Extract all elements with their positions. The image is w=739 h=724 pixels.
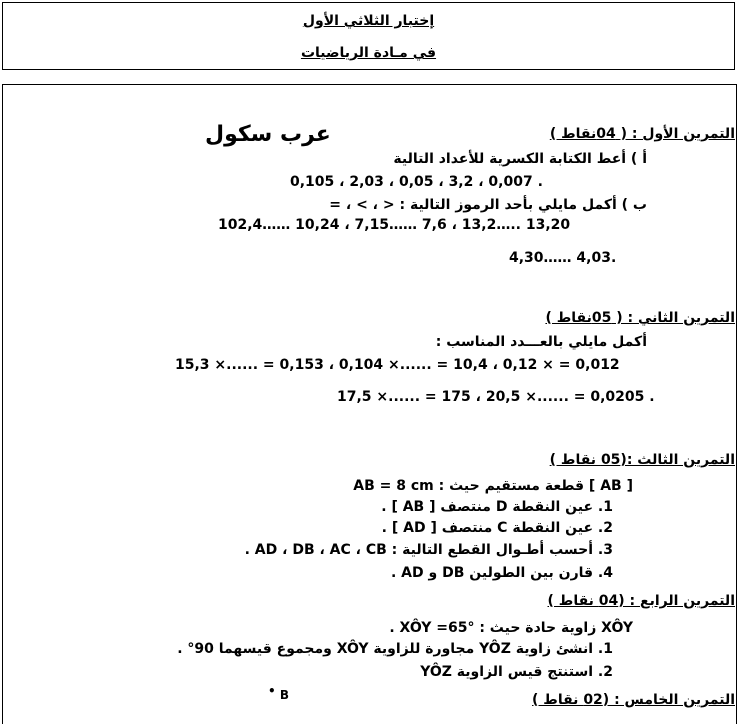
exercise-2-line-2: 17,5 ×...... = 175 ، 20,5 ×...... = 0,0205 . [337,389,655,405]
point-b-marker [268,684,290,702]
point-dot: • [268,684,276,698]
point-b-label: B [279,688,290,702]
exercise-3-intro: [ AB ] قطعة مستقيم حيث : AB = 8 cm [353,478,633,494]
exercise-1-compare-line-1: 102,4…… 10,24 ، 7,15…… 7,6 ، 13,2….. 13,20 [218,217,571,233]
exercise-1-part-a: أ ) أعط الكتابة الكسرية للأعداد التالية [393,151,647,167]
exercise-1-part-b: ب ) أكمل مايلي بأحد الرموز التالية : < ، > ، = [329,197,647,213]
exercise-3-item-3: 3. أحسب أطـوال القطع التالية : AD ، DB ، AC ، CB . [244,542,613,558]
exercise-5-title: التمرين الخامس : (02 نقاط ) [532,692,735,708]
exercise-2-intro: أكمل مايلي بالعـــدد المناسب : [435,334,647,350]
exercise-1-title: التمرين الأول : ( 04نقاط ) [549,126,735,142]
header-subject: في مـادة الرياضيات [300,45,437,61]
exercise-4-item-2: 2. استنتج قيس الزاوية YÔZ [420,664,613,680]
exercise-1-values: 0,105 ، 2,03 ، 0,05 ، 3,2 ، 0,007 . [290,174,543,190]
header-title: إختبار الثلاثي الأول [302,13,435,29]
exercise-3-item-2: 2. عين النقطة C منتصف [ AD ] . [381,520,613,536]
exercise-3-item-4: 4. قارن بين الطولين DB و AD . [390,565,613,581]
exercise-4-item-1: 1. انشئ زاوية YÔZ مجاورة للزاوية XÔY ومجموع قيسهما 90° . [177,641,613,657]
exercise-2-line-1: 15,3 ×...... = 0,153 ، 0,104 ×...... = 10,4 ، 0,12 × = 0,012 [175,357,620,373]
exercise-4-intro: XÔY زاوية حادة حيث : XÔY =65° . [389,620,633,636]
exercise-1-compare-line-2: 4,30…… 4,03. [509,250,617,266]
exercise-4-title: التمرين الرابع : (04 نقاط ) [547,593,735,609]
header-box [2,2,735,70]
exercise-2-title: التمرين الثاني : ( 05نقاط ) [545,310,735,326]
student-name: عرب سكول [205,122,331,147]
exercise-3-item-1: 1. عين النقطة D منتصف [ AB ] . [381,499,613,515]
exercise-3-title: التمرين الثالث :(05 نقاط ) [549,452,735,468]
